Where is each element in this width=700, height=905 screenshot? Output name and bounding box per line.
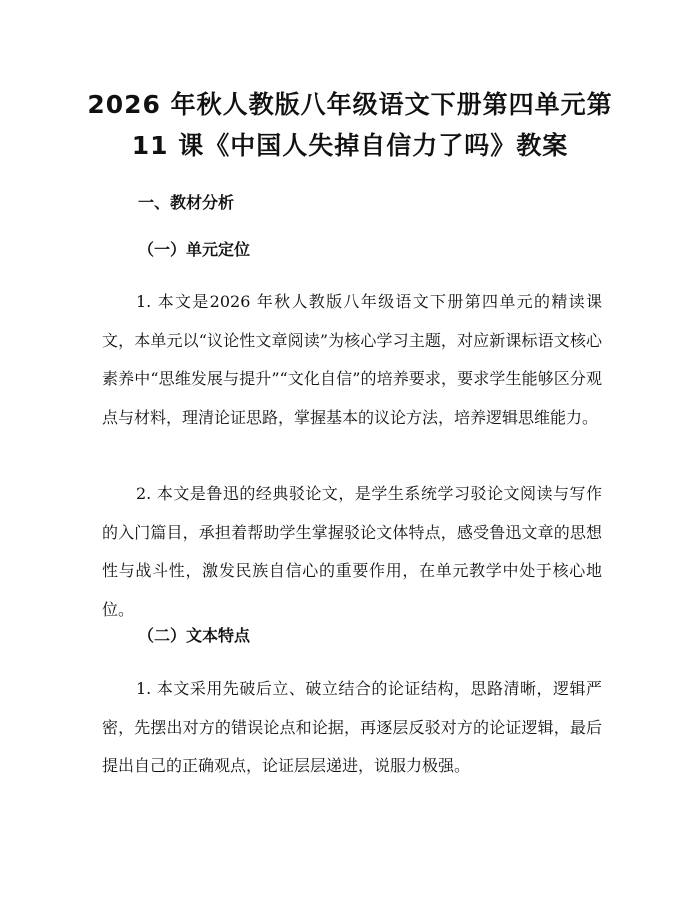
document-title-line-1: 2026 年秋人教版八年级语文下册第四单元第 [87, 90, 613, 119]
paragraph-unit-position-1: 1. 本文是2026 年秋人教版八年级语文下册第四单元的精读课文，本单元以“议论性文章阅读”为核心学习主题，对应新课标语文核心素养中“思维发展与提升”“文化自信”的培养要求，要求学生能够区分观点与材料，理清论证思路，掌握基本的议论方法，培养逻辑思维能力。 [102, 292, 602, 427]
document-title-line-2: 11 课《中国人失掉自信力了吗》教案 [131, 131, 569, 160]
subsection-heading-text-features: （二）文本特点 [138, 626, 251, 645]
section-heading-textbook-analysis: 一、教材分析 [138, 193, 235, 212]
paragraph-unit-position-2: 2. 本文是鲁迅的经典驳论文，是学生系统学习驳论文阅读与写作的入门篇目，承担着帮助学生掌握驳论文体特点，感受鲁迅文章的思想性与战斗性，激发民族自信心的重要作用，在单元教学中处于核心地位。 [102, 484, 602, 619]
paragraph-text-features-1: 1. 本文采用先破后立、破立结合的论证结构，思路清晰，逻辑严密，先摆出对方的错误论点和论据，再逐层反驳对方的论证逻辑，最后提出自己的正确观点，论证层层递进，说服力极强。 [102, 679, 602, 775]
subsection-heading-unit-position: （一）单元定位 [138, 240, 251, 259]
